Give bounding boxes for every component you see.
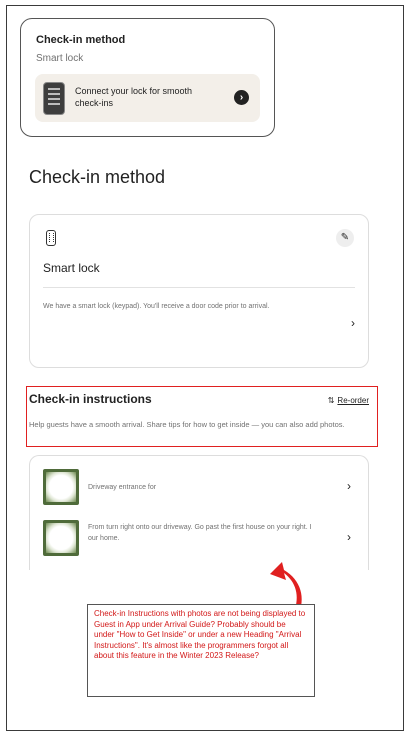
chevron-right-icon[interactable]: ›: [351, 316, 355, 330]
connect-lock-banner[interactable]: [35, 74, 260, 122]
check-in-instructions-title: Check-in instructions: [29, 392, 152, 406]
instruction-photos-card: [29, 455, 369, 570]
chevron-right-icon[interactable]: ›: [347, 479, 351, 493]
summary-card-title: Check-in method: [36, 34, 126, 46]
annotation-note: Check-in Instructions with photos are not being displayed to Guest in App under Arrival Guide? Probably should be under "How to Get Inside" or under a new Heading "Arrival Instructions". It's almost like the programmers forgot all about this feature in the Winter 2023 Release?: [87, 604, 315, 697]
smart-lock-keypad-image: [43, 82, 65, 115]
smart-lock-icon: [46, 230, 56, 246]
reorder-icon: ⇅: [327, 396, 335, 405]
chevron-right-circle-icon[interactable]: ›: [234, 90, 249, 105]
instruction-photo-item[interactable]: [43, 520, 355, 556]
summary-card-subtitle: Smart lock: [36, 53, 84, 64]
photo-caption: From turn right onto our driveway. Go past the first house on your right. I our home.: [88, 524, 312, 542]
check-in-instructions-description: Help guests have a smooth arrival. Share tips for how to get inside — you can also add photos.: [29, 420, 345, 429]
reorder-label: Re-order: [337, 396, 369, 405]
edit-pencil-icon[interactable]: ✎: [336, 229, 354, 247]
check-in-instructions-highlight: [26, 386, 378, 447]
photo-thumbnail: [43, 469, 79, 505]
chevron-right-icon[interactable]: ›: [347, 530, 351, 544]
smart-lock-title: Smart lock: [43, 261, 100, 275]
connect-lock-text: Connect your lock for smooth check-ins: [75, 86, 193, 108]
check-in-method-summary-card[interactable]: [20, 18, 275, 137]
reorder-link[interactable]: [328, 396, 369, 405]
photo-thumbnail: [43, 520, 79, 556]
card-divider: [43, 287, 355, 288]
page-title: Check-in method: [29, 167, 166, 187]
photo-caption: Driveway entrance for: [88, 484, 157, 491]
smart-lock-description: We have a smart lock (keypad). You'll receive a door code prior to arrival.: [43, 303, 270, 310]
smart-lock-card[interactable]: [29, 214, 369, 368]
instruction-photo-item[interactable]: [43, 469, 355, 505]
